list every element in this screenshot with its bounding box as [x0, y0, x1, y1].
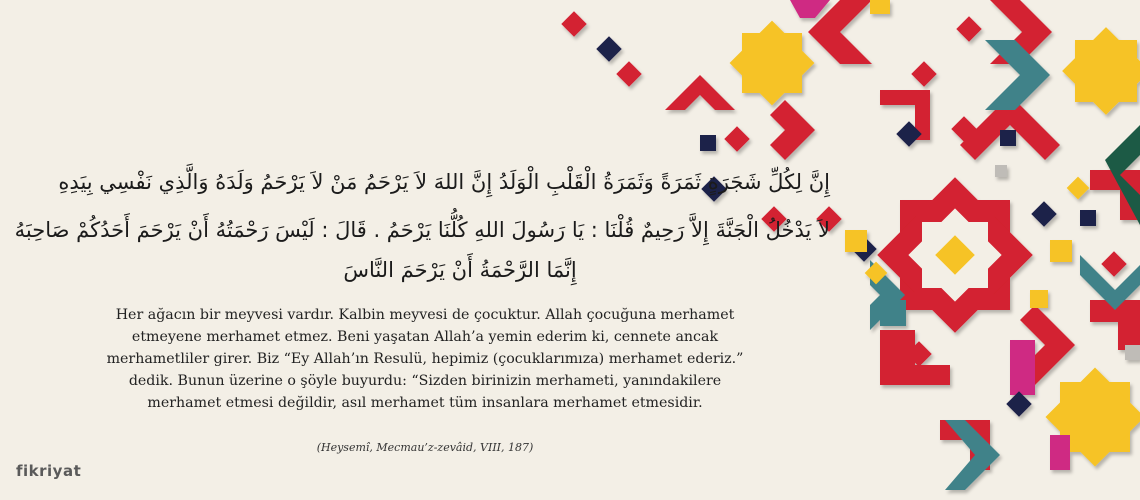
yellow-square-1 [870, 0, 890, 14]
yellow-star-top [730, 21, 815, 106]
arabic-line-2: لاَ يَدْخُلُ الْجَنَّةَ إِلاَّ رَحِيمٌ قُلْنَا : يَا رَسُولَ اللهِ كُلُّنَا يَرْحَمُ . قَالَ : لَيْسَ رَحْمَتُهُ أَنْ يَرْحَمَ أَحَدُكُمْ صَاحِبَهُ [14, 218, 830, 242]
navy-diamond-6 [1006, 391, 1031, 416]
red-diamond-5 [956, 16, 981, 41]
yellow-diamond-2 [1067, 177, 1090, 200]
yellow-square-3 [1050, 240, 1072, 262]
fikriyat-logo: fikriyat [16, 462, 82, 480]
translation-line-4: dedik. Bunun üzerine o şöyle buyurdu: “Sizden birinizin merhameti, yanındakilere [128, 373, 722, 389]
navy-square-3 [1080, 210, 1096, 226]
translation-line-2: etmeyene merhamet etmez. Beni yaşatan Allah’a yemin ederim ki, cennete ancak [131, 329, 719, 345]
teal-arrow-1 [985, 40, 1050, 110]
navy-square-1 [700, 135, 716, 151]
pink-piece-3 [1050, 435, 1070, 470]
red-diamond-2 [616, 61, 641, 86]
translation-line-1: Her ağacın bir meyvesi vardır. Kalbin meyvesi de çocuktur. Allah çocuğuna merhamet [115, 307, 735, 323]
teal-square [880, 300, 906, 326]
navy-diamond-4 [1031, 201, 1056, 226]
arabic-line-3: إِنَّمَا الرَّحْمَةُ أَنْ يَرْحَمَ النَّاسَ [343, 258, 577, 282]
translation-line-5: merhamet etmesi değildir, asıl merhamet tüm insanlara merhamet etmesidir. [147, 395, 703, 411]
grey-square-1 [1125, 345, 1140, 360]
navy-square-2 [1000, 130, 1016, 146]
grey-square-2 [995, 165, 1007, 177]
red-diamond-6 [911, 61, 936, 86]
navy-diamond-1 [596, 36, 621, 61]
red-chevron-3 [665, 75, 735, 110]
arabic-line-1: إِنَّ لِكُلِّ شَجَرَةٍ ثَمَرَةً وَثَمَرَةُ الْقَلْبِ الْوَلَدُ إِنَّ اللهَ لاَ يَرْحَمُ مَنْ لاَ يَرْحَمُ وَلَدَهُ وَالَّذِي نَفْسِي بِيَدِهِ [58, 170, 830, 194]
red-diamond-9 [1101, 251, 1126, 276]
translation-line-3: merhametliler girer. Biz “Ey Allah’ın Resulü, hepimiz (çocuklarımıza) merhamet ederiz.” [106, 351, 744, 367]
red-diamond-1 [561, 11, 586, 36]
pink-piece-2 [1010, 340, 1035, 395]
red-chevron-4 [770, 100, 815, 160]
source-citation: (Heysemî, Mecmau’z-zevâid, VIII, 187) [316, 441, 534, 454]
yellow-star-right [1062, 27, 1140, 115]
red-diamond-3 [724, 126, 749, 151]
yellow-square-2 [845, 230, 867, 252]
pink-piece-1 [790, 0, 830, 18]
yellow-square-4 [1030, 290, 1048, 308]
